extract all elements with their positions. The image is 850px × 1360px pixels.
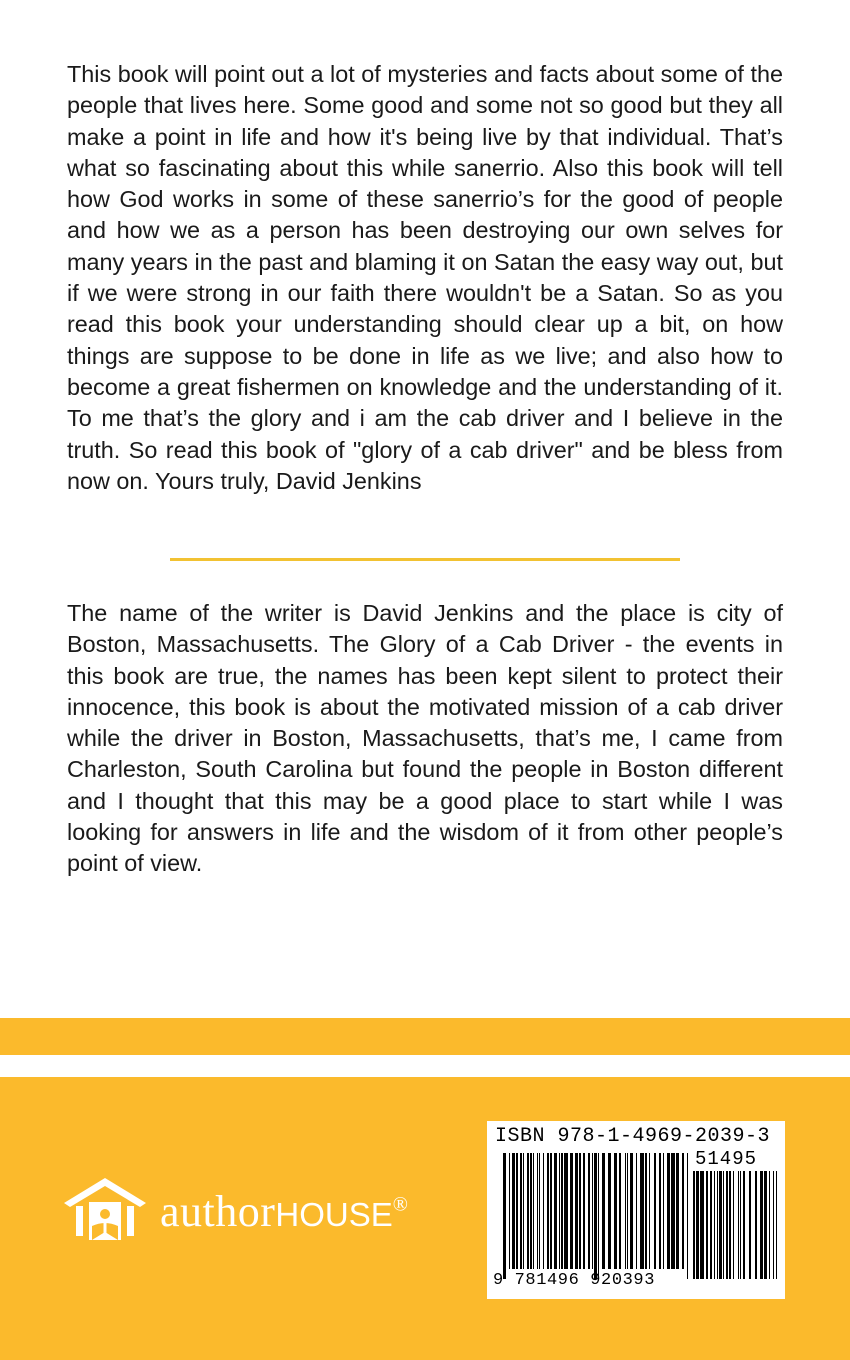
divider-line (170, 558, 680, 561)
publisher-name (160, 1186, 408, 1237)
registered-mark: ® (392, 1192, 409, 1215)
yellow-band-top (0, 1018, 850, 1055)
isbn-label: ISBN 978-1-4969-2039-3 (495, 1125, 771, 1148)
barcode-main-bars (503, 1153, 689, 1279)
isbn-barcode (487, 1121, 785, 1299)
publisher-name-author: author (160, 1186, 276, 1236)
barcode-addon-bars (693, 1171, 777, 1289)
blurb-paragraph-1: This book will point out a lot of mysteries and facts about some of the people that lives here. Some good and some not so good but they all make a point in life and how it's being live by that individual. That’s what so fascinating about this while sanerrio. Also this book will tell how God works in some of these sanerrio’s for the good of people and how we as a person has been destroying our own selves for many years in the past and blaming it on Satan the easy way out, but if we were strong in our faith there wouldn't be a Satan. So as you read this book your understanding should clear up a bit, on how things are suppose to be done in life as we live; and also how to become a great fishermen on knowledge and the understanding of it. To me that’s the glory and i am the cab driver and I believe in the truth. So read this book of "glory of a cab driver" and be bless from now on. Yours truly, David Jenkins (67, 61, 783, 494)
publisher-logo-block (62, 1176, 408, 1246)
barcode-addon-digits: 51495 (695, 1148, 758, 1170)
house-book-icon (62, 1176, 148, 1246)
publisher-name-house: HOUSE (275, 1195, 393, 1233)
blurb-paragraph-2: The name of the writer is David Jenkins and the place is city of Boston, Massachusetts. The Glory of a Cab Driver - the events in this book are true, the names has been kept silent to protect their innocence, this book is about the motivated mission of a cab driver while the driver in Boston, Massachusetts, that’s me, I came from Charleston, South Carolina but found the people in Boston different and I thought that this may be a good place to start while I was looking for answers in life and the wisdom of it from other people’s point of view. (67, 600, 783, 877)
barcode-main-digits: 9 781496 920393 (493, 1271, 656, 1290)
